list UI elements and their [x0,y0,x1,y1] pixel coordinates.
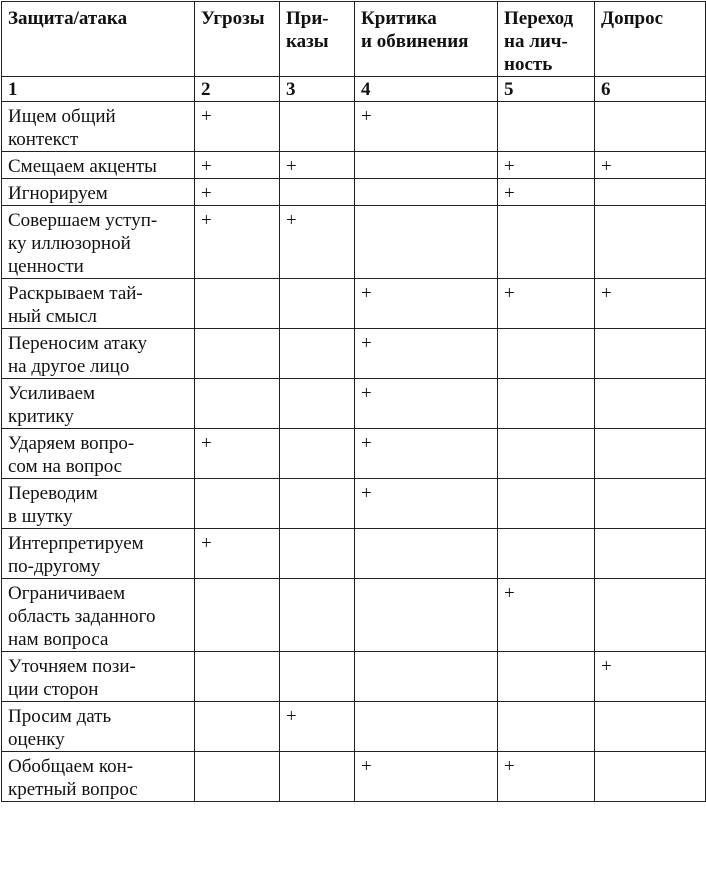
column-header-defense [2,2,195,77]
mark-cell-empty [280,379,355,429]
technique-line: Интерпретируем [8,533,144,554]
mark-cell-empty [355,152,498,179]
column-header-interrogation [595,2,706,77]
mark-cell-empty [280,652,355,702]
technique-cell [2,329,195,379]
mark-cell-empty [195,329,280,379]
table-row [2,179,706,206]
technique-line: Обобщаем кон- [8,756,134,777]
technique-cell [2,752,195,802]
header-row [2,2,706,77]
header-line: Критика [361,8,437,29]
mark-cell-empty [498,206,595,279]
mark-cell-empty [355,579,498,652]
header-line: Угрозы [201,8,265,29]
mark-cell-plus: + [498,279,595,329]
mark-cell-empty [195,702,280,752]
mark-cell-empty [195,752,280,802]
mark-cell-plus: + [195,179,280,206]
header-line: и обвинения [361,31,469,52]
mark-cell-empty [280,102,355,152]
mark-cell-empty [498,102,595,152]
mark-cell-plus: + [280,206,355,279]
mark-cell-plus: + [595,279,706,329]
table-row [2,579,706,652]
column-number: 1 [2,77,195,102]
mark-cell-empty [498,479,595,529]
mark-cell-empty [498,529,595,579]
mark-cell-empty [280,179,355,206]
technique-line: Просим дать [8,706,112,727]
mark-cell-empty [280,479,355,529]
mark-cell-empty [595,579,706,652]
mark-cell-empty [355,179,498,206]
mark-cell-empty [195,279,280,329]
technique-cell [2,579,195,652]
technique-cell [2,429,195,479]
column-number-row [2,77,706,102]
technique-line: кретный вопрос [8,779,138,800]
technique-cell [2,179,195,206]
technique-line: по-другому [8,556,101,577]
column-number: 6 [595,77,706,102]
technique-line: Совершаем уступ- [8,210,158,231]
technique-cell [2,702,195,752]
technique-line: Ограничиваем [8,583,126,604]
technique-line: оценку [8,729,65,750]
mark-cell-empty [355,206,498,279]
header-line: Допрос [601,8,664,29]
table-row [2,479,706,529]
mark-cell-plus: + [280,702,355,752]
technique-line: Смещаем акценты [8,156,157,177]
mark-cell-empty [595,179,706,206]
technique-line: на другое лицо [8,356,130,377]
mark-cell-plus: + [355,379,498,429]
mark-cell-plus: + [355,279,498,329]
technique-line: ценности [8,256,84,277]
technique-line: ный смысл [8,306,97,327]
mark-cell-empty [355,529,498,579]
mark-cell-empty [498,379,595,429]
table-row [2,206,706,279]
mark-cell-empty [498,329,595,379]
technique-cell [2,206,195,279]
technique-line: ку иллюзорной [8,233,131,254]
mark-cell-empty [280,429,355,479]
mark-cell-plus: + [498,579,595,652]
technique-line: сом на вопрос [8,456,123,477]
table-row [2,652,706,702]
mark-cell-empty [595,429,706,479]
mark-cell-plus: + [195,429,280,479]
mark-cell-empty [595,379,706,429]
technique-cell [2,279,195,329]
table-row [2,752,706,802]
mark-cell-plus: + [595,652,706,702]
technique-line: ции сторон [8,679,99,700]
table-body [2,77,706,802]
column-header-personal [498,2,595,77]
technique-line: область заданного [8,606,156,627]
technique-cell [2,152,195,179]
technique-cell [2,529,195,579]
technique-line: контекст [8,129,79,150]
header-line: ность [504,54,553,75]
mark-cell-plus: + [355,329,498,379]
mark-cell-empty [595,752,706,802]
technique-cell [2,652,195,702]
column-header-orders [280,2,355,77]
technique-line: Переносим атаку [8,333,147,354]
mark-cell-empty [195,579,280,652]
mark-cell-empty [280,579,355,652]
mark-cell-plus: + [498,179,595,206]
technique-line: Игнорируем [8,183,108,204]
table-row [2,529,706,579]
mark-cell-plus: + [195,102,280,152]
header-line: казы [286,31,329,52]
mark-cell-empty [280,529,355,579]
column-number: 2 [195,77,280,102]
mark-cell-empty [195,379,280,429]
table-row [2,279,706,329]
mark-cell-plus: + [195,152,280,179]
table-row [2,329,706,379]
mark-cell-empty [595,102,706,152]
header-line: При- [286,8,329,29]
mark-cell-empty [280,752,355,802]
header-line: Защита/атака [8,8,128,29]
mark-cell-empty [355,702,498,752]
header-line: Переход [504,8,574,29]
mark-cell-plus: + [355,102,498,152]
mark-cell-empty [595,529,706,579]
defense-attack-table [1,1,706,802]
mark-cell-empty [195,479,280,529]
mark-cell-empty [195,652,280,702]
technique-line: Ударяем вопро- [8,433,135,454]
mark-cell-plus: + [595,152,706,179]
mark-cell-empty [595,702,706,752]
technique-line: нам вопроса [8,629,109,650]
column-number: 5 [498,77,595,102]
mark-cell-plus: + [195,529,280,579]
table-row [2,702,706,752]
table-row [2,102,706,152]
mark-cell-empty [498,429,595,479]
mark-cell-empty [498,702,595,752]
technique-cell [2,379,195,429]
mark-cell-plus: + [195,206,280,279]
mark-cell-plus: + [355,752,498,802]
mark-cell-plus: + [355,429,498,479]
technique-line: Уточняем пози- [8,656,136,677]
technique-cell [2,102,195,152]
mark-cell-plus: + [355,479,498,529]
technique-line: критику [8,406,74,427]
table-row [2,152,706,179]
column-number: 3 [280,77,355,102]
mark-cell-empty [595,479,706,529]
mark-cell-empty [355,652,498,702]
mark-cell-empty [498,652,595,702]
column-header-threats [195,2,280,77]
technique-line: в шутку [8,506,73,527]
mark-cell-empty [280,279,355,329]
header-line: на лич- [504,31,568,52]
table-row [2,379,706,429]
technique-line: Раскрываем тай- [8,283,143,304]
mark-cell-empty [280,329,355,379]
mark-cell-plus: + [498,752,595,802]
mark-cell-plus: + [280,152,355,179]
table-row [2,429,706,479]
technique-line: Ищем общий [8,106,116,127]
mark-cell-empty [595,329,706,379]
technique-cell [2,479,195,529]
column-number: 4 [355,77,498,102]
mark-cell-empty [595,206,706,279]
technique-line: Переводим [8,483,98,504]
technique-line: Усиливаем [8,383,96,404]
column-header-criticism [355,2,498,77]
mark-cell-plus: + [498,152,595,179]
